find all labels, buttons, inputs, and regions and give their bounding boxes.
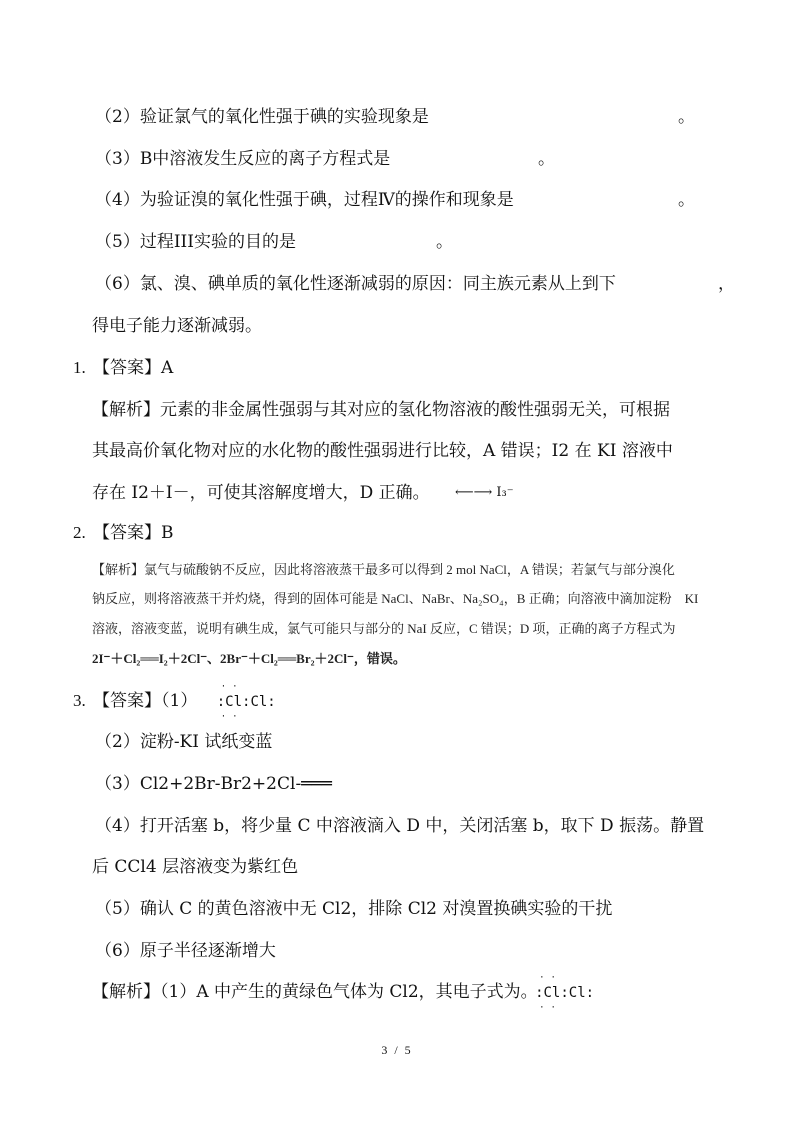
answer-2-explanation-4: 2I⁻＋Cl₂══I₂＋2Cl⁻、2Br⁻＋Cl₂══Br₂＋2Cl⁻，错误。 <box>92 651 406 666</box>
answer-1-number: 1. <box>73 358 86 377</box>
answer-3-part-5: （5）确认 C 的黄色溶液中无 Cl2，排除 Cl2 对溴置换碘实验的干扰 <box>95 899 613 919</box>
question-4: （4）为验证溴的氧化性强于碘，过程Ⅳ的操作和现象是 <box>95 190 514 210</box>
answer-3-label-text: 【答案】（1） <box>93 691 198 711</box>
question-6-line1: （6）氯、溴、碘单质的氧化性逐渐减弱的原因：同主族元素从上到下 <box>95 274 616 294</box>
answer-3-label <box>93 681 276 722</box>
answer-3-explanation-text: 【解析】（1）A 中产生的黄绿色气体为 Cl2，其电子式为。 <box>92 982 538 1002</box>
answer-3-part-2: （2）淀粉-KI 试纸变蓝 <box>95 732 273 752</box>
question-4-end: 。 <box>678 190 695 210</box>
answer-3-part-4-line1: （4）打开活塞 b，将少量 C 中溶液滴入 D 中，关闭活塞 b，取下 D 振荡。静置 <box>95 816 705 836</box>
question-3: （3）B中溶液发生反应的离子方程式是 <box>95 149 391 169</box>
answer-1-equilibrium: ⟵⟶ I₃⁻ <box>455 485 514 500</box>
cl2-formula-text-2: :Cl:Cl: <box>535 984 595 1001</box>
answer-2-explanation-2: 钠反应，则将溶液蒸干并灼烧，得到的固体可能是 NaCl、NaBr、Na₂SO₄，B 正确；向溶液中滴加淀粉 KI <box>92 591 699 606</box>
cl2-electron-formula: ·· :Cl:Cl: ·· <box>216 681 276 722</box>
answer-2-number: 2. <box>73 523 86 542</box>
answer-2-explanation-1: 【解析】氯气与硫酸钠不反应，因此将溶液蒸干最多可以得到 2 mol NaCl，A 错误；若氯气与部分溴化 <box>92 562 675 577</box>
answer-3-explanation-1 <box>92 972 595 1013</box>
question-5: （5）过程III实验的目的是 <box>95 232 296 252</box>
question-3-end: 。 <box>538 149 555 169</box>
answer-1-explanation-2: 其最高价氧化物对应的水化物的酸性强弱进行比较，A 错误；I2 在 KI 溶液中 <box>92 441 673 461</box>
question-6-line2: 得电子能力逐渐减弱。 <box>92 316 262 336</box>
answer-3-number: 3. <box>73 691 86 710</box>
answer-1-label: 【答案】A <box>93 358 174 378</box>
answer-3-part-4-line2: 后 CCl4 层溶液变为紫红色 <box>92 857 299 877</box>
cl2-formula-text: :Cl:Cl: <box>216 693 276 710</box>
page-number: 3 / 5 <box>381 1043 413 1057</box>
answer-2-label: 【答案】B <box>93 523 174 543</box>
question-2-text: （2）验证氯气的氧化性强于碘的实验现象是 <box>95 107 429 127</box>
answer-1-explanation-3: 存在 I2＋I－，可使其溶解度增大，D 正确。 <box>92 483 430 503</box>
answer-1-explanation-1: 【解析】元素的非金属性强弱与其对应的氢化物溶液的酸性强弱无关，可根据 <box>92 400 670 420</box>
cl2-electron-formula-2: ·· :Cl:Cl: ·· <box>535 972 595 1013</box>
answer-3-part-3: （3）Cl2+2Br-Br2+2Cl-═══ <box>95 774 332 794</box>
question-2-end: 。 <box>678 107 695 127</box>
question-6-comma: ， <box>718 274 735 294</box>
answer-2-explanation-3: 溶液，溶液变蓝，说明有碘生成，氯气可能只与部分的 NaI 反应，C 错误；D 项，正确的离子方程式为 <box>92 621 676 636</box>
answer-3-part-6: （6）原子半径逐渐增大 <box>95 941 276 961</box>
question-2 <box>95 106 429 128</box>
question-5-end: 。 <box>436 232 453 252</box>
